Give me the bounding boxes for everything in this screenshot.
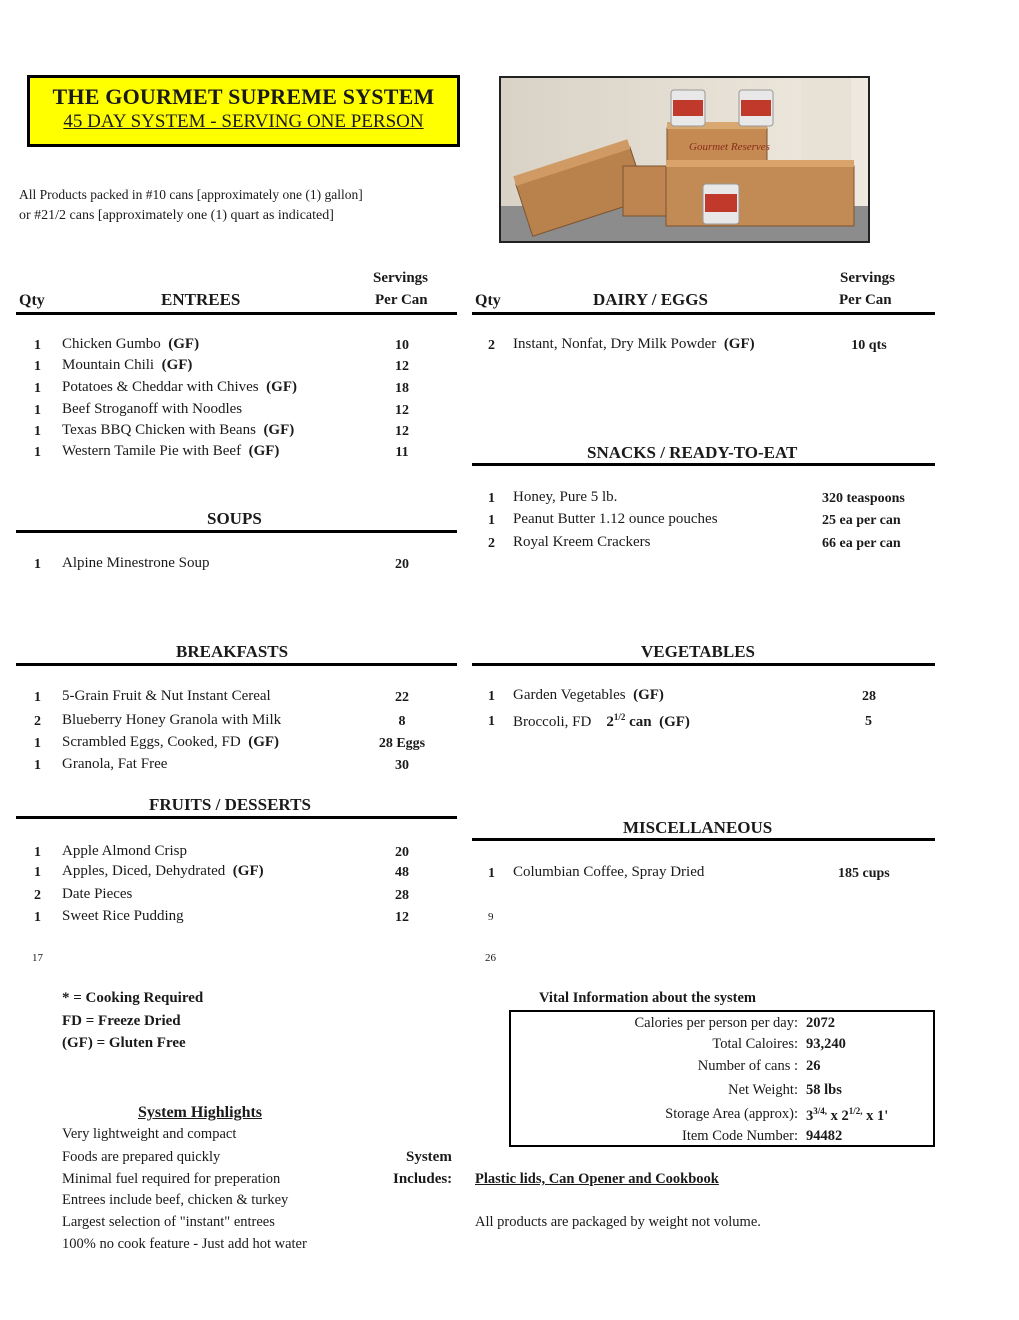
entree-servings: 18 bbox=[395, 381, 409, 396]
breakfast-item-name: Scrambled Eggs, Cooked, FD (GF) bbox=[62, 734, 280, 750]
intro-line-2: or #21/2 cans [approximately one (1) quart as indicated] bbox=[19, 208, 334, 223]
left-can-count: 17 bbox=[32, 952, 43, 964]
legend-freeze-dried: FD = Freeze Dried bbox=[62, 1013, 181, 1029]
fruit-qty: 1 bbox=[34, 845, 41, 860]
veg-qty-2: 1 bbox=[488, 714, 495, 729]
breakfast-servings: 8 bbox=[398, 714, 406, 729]
highlight-item: Very lightweight and compact bbox=[62, 1126, 237, 1142]
intro-line-1: All Products packed in #10 cans [approximately one (1) gallon] bbox=[19, 187, 363, 202]
misc-servings-1: 185 cups bbox=[838, 866, 890, 881]
system-includes: Plastic lids, Can Opener and Cookbook bbox=[475, 1171, 719, 1187]
right-can-count: 26 bbox=[485, 952, 496, 964]
veg-name-2: Broccoli, FD $2^{1/2}$ can (GF) bbox=[513, 712, 690, 730]
entree-servings: 12 bbox=[395, 403, 409, 418]
entree-item-name: Beef Stroganoff with Noodles bbox=[62, 401, 243, 417]
veg-servings-2: 5 bbox=[865, 714, 872, 729]
snack-item-name: Honey, Pure 5 lb. bbox=[513, 489, 618, 505]
vital-cans-value: 26 bbox=[806, 1058, 821, 1074]
breakfasts-rule bbox=[16, 663, 457, 666]
breakfast-qty: 1 bbox=[34, 758, 41, 773]
entree-item-name: Potatoes & Cheddar with Chives (GF) bbox=[62, 379, 297, 395]
dairy-servings: 10 qts bbox=[851, 338, 887, 353]
fruit-servings: 48 bbox=[395, 865, 409, 880]
entree-item-name: Mountain Chili (GF) bbox=[62, 357, 193, 373]
vital-code-label: Item Code Number: bbox=[682, 1128, 798, 1144]
snack-qty: 1 bbox=[488, 491, 495, 506]
breakfast-qty: 1 bbox=[34, 736, 41, 751]
entree-servings: 12 bbox=[395, 424, 409, 439]
breakfast-servings: 30 bbox=[395, 758, 409, 773]
dairy-item-name: Instant, Nonfat, Dry Milk Powder (GF) bbox=[513, 336, 755, 352]
fruit-servings: 12 bbox=[395, 910, 409, 925]
dairy-qty: 2 bbox=[488, 338, 495, 353]
soup-servings: 20 bbox=[395, 557, 409, 572]
soup-qty: 1 bbox=[34, 557, 41, 572]
system-label: System bbox=[406, 1149, 452, 1165]
misc-title: MISCELLANEOUS bbox=[623, 818, 773, 837]
snack-servings: 66 ea per can bbox=[822, 536, 901, 551]
packaging-note: All products are packaged by weight not volume. bbox=[475, 1214, 761, 1230]
highlight-item: Entrees include beef, chicken & turkey bbox=[62, 1192, 289, 1208]
vital-info-box bbox=[509, 1010, 935, 1147]
snack-item-name: Peanut Butter 1.12 ounce pouches bbox=[513, 511, 718, 527]
vital-calories-label: Calories per person per day: bbox=[634, 1015, 798, 1031]
highlight-item: Foods are prepared quickly bbox=[62, 1149, 221, 1165]
vital-code-value: 94482 bbox=[806, 1128, 843, 1144]
entree-qty: 1 bbox=[34, 403, 41, 418]
entree-qty: 1 bbox=[34, 338, 41, 353]
snack-item-name: Royal Kreem Crackers bbox=[513, 534, 651, 550]
fruit-qty: 2 bbox=[34, 888, 41, 903]
breakfast-qty: 2 bbox=[34, 714, 41, 729]
misc-qty-1: 1 bbox=[488, 866, 495, 881]
breakfasts-title: BREAKFASTS bbox=[176, 642, 289, 661]
veg-name-1: Garden Vegetables (GF) bbox=[513, 687, 664, 703]
vegetables-rule bbox=[472, 663, 935, 666]
fruit-qty: 1 bbox=[34, 910, 41, 925]
breakfast-item-name: Blueberry Honey Granola with Milk bbox=[62, 712, 282, 728]
entree-qty: 1 bbox=[34, 381, 41, 396]
vital-cans-label: Number of cans : bbox=[697, 1058, 798, 1074]
snack-qty: 2 bbox=[488, 536, 495, 551]
entrees-servings-header: Servings bbox=[373, 270, 429, 286]
highlights-title: System Highlights bbox=[138, 1104, 263, 1121]
entrees-title: ENTREES bbox=[161, 290, 241, 309]
page-subtitle: 45 DAY SYSTEM - SERVING ONE PERSON bbox=[63, 111, 424, 132]
snacks-rule bbox=[472, 463, 935, 466]
snack-qty: 1 bbox=[488, 513, 495, 528]
fruits-title: FRUITS / DESSERTS bbox=[149, 795, 311, 814]
includes-label: Includes: bbox=[393, 1171, 453, 1187]
vital-calories-value: 2072 bbox=[806, 1015, 835, 1031]
product-photo bbox=[499, 76, 870, 243]
page-title: THE GOURMET SUPREME SYSTEM bbox=[52, 84, 435, 109]
breakfast-qty: 1 bbox=[34, 690, 41, 705]
entree-item-name: Western Tamile Pie with Beef (GF) bbox=[62, 443, 280, 459]
dairy-qty-header: Qty bbox=[475, 292, 501, 309]
entree-qty: 1 bbox=[34, 359, 41, 374]
breakfast-item-name: 5-Grain Fruit & Nut Instant Cereal bbox=[62, 688, 271, 704]
highlight-item: Largest selection of "instant" entrees bbox=[62, 1214, 275, 1230]
entree-qty: 1 bbox=[34, 445, 41, 460]
vital-storage-value: $3^{3/4,}$ x $2^{1/2,}$ x 1' bbox=[806, 1106, 889, 1124]
photo-brand-label: Gourmet Reserves bbox=[689, 141, 770, 153]
entree-servings: 10 bbox=[395, 338, 409, 353]
snack-servings: 25 ea per can bbox=[822, 513, 901, 528]
snacks-title: SNACKS / READY-TO-EAT bbox=[587, 443, 798, 462]
breakfast-servings: 22 bbox=[395, 690, 409, 705]
fruit-servings: 28 bbox=[395, 888, 409, 903]
soups-title: SOUPS bbox=[207, 509, 262, 528]
misc-count: 9 bbox=[488, 911, 494, 923]
vital-weight-value: 58 lbs bbox=[806, 1082, 842, 1098]
highlight-item: Minimal fuel required for preperation bbox=[62, 1171, 281, 1187]
vital-weight-label: Net Weight: bbox=[728, 1082, 798, 1098]
entrees-rule bbox=[16, 312, 457, 315]
entrees-percan-header: Per Can bbox=[375, 292, 428, 308]
entree-qty: 1 bbox=[34, 424, 41, 439]
highlight-item: 100% no cook feature - Just add hot water bbox=[62, 1236, 307, 1252]
entrees-qty-header: Qty bbox=[19, 292, 45, 309]
fruits-rule bbox=[16, 816, 457, 819]
dairy-rule bbox=[472, 312, 935, 315]
misc-name-1: Columbian Coffee, Spray Dried bbox=[513, 864, 705, 880]
entree-item-name: Texas BBQ Chicken with Beans (GF) bbox=[62, 422, 295, 438]
entree-servings: 11 bbox=[395, 445, 409, 460]
fruit-qty: 1 bbox=[34, 865, 41, 880]
vital-total-value: 93,240 bbox=[806, 1036, 846, 1052]
entree-servings: 12 bbox=[395, 359, 409, 374]
vital-total-label: Total Caloires: bbox=[712, 1036, 798, 1052]
soup-item-name: Alpine Minestrone Soup bbox=[62, 555, 210, 571]
vegetables-title: VEGETABLES bbox=[641, 642, 756, 661]
misc-rule bbox=[472, 838, 935, 841]
fruit-item-name: Sweet Rice Pudding bbox=[62, 908, 184, 924]
title-box bbox=[27, 75, 460, 147]
breakfast-servings: 28 Eggs bbox=[378, 736, 426, 751]
snack-servings: 320 teaspoons bbox=[822, 491, 905, 506]
dairy-servings-header: Servings bbox=[840, 270, 896, 286]
dairy-percan-header: Per Can bbox=[839, 292, 892, 308]
product-boxes-image bbox=[501, 78, 868, 241]
fruit-item-name: Date Pieces bbox=[62, 886, 133, 902]
fruit-servings: 20 bbox=[395, 845, 409, 860]
fruit-item-name: Apples, Diced, Dehydrated (GF) bbox=[62, 863, 264, 879]
legend-cooking: * = Cooking Required bbox=[62, 990, 204, 1006]
breakfast-item-name: Granola, Fat Free bbox=[62, 756, 168, 772]
entree-item-name: Chicken Gumbo (GF) bbox=[62, 336, 200, 352]
legend-gluten-free: (GF) = Gluten Free bbox=[62, 1035, 186, 1051]
vital-title: Vital Information about the system bbox=[539, 990, 756, 1006]
veg-qty-1: 1 bbox=[488, 689, 495, 704]
veg-servings-1: 28 bbox=[862, 689, 876, 704]
soups-rule bbox=[16, 530, 457, 533]
fruit-item-name: Apple Almond Crisp bbox=[62, 843, 188, 859]
vital-storage-label: Storage Area (approx): bbox=[665, 1106, 798, 1122]
dairy-title: DAIRY / EGGS bbox=[593, 290, 708, 309]
